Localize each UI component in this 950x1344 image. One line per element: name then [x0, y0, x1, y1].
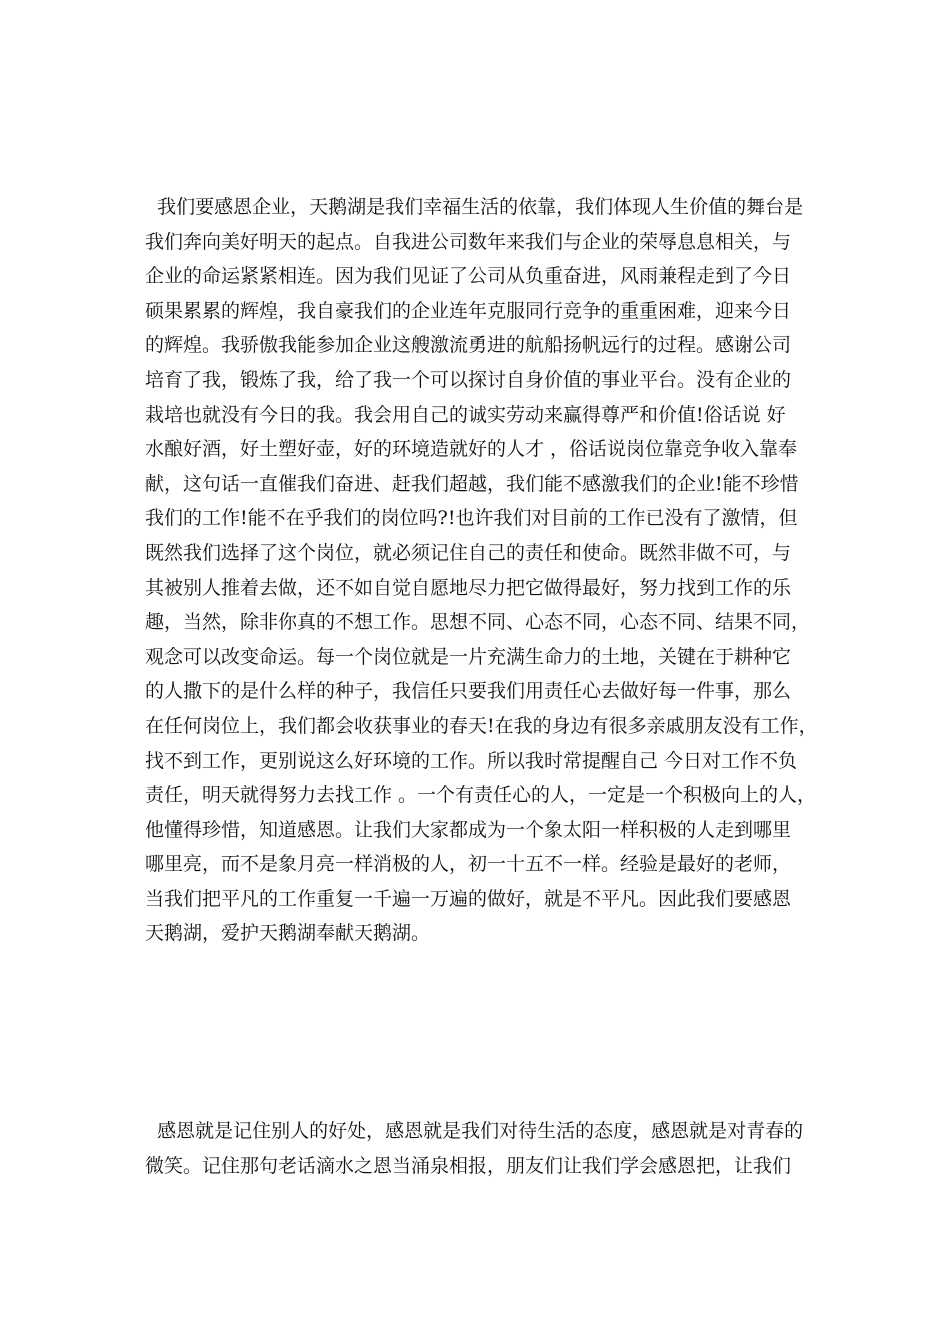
- paragraph-gratitude-company: [145, 190, 825, 951]
- text-line: 我们要感恩企业，天鹅湖是我们幸福生活的依靠，我们体现人生价值的舞台是: [145, 196, 804, 218]
- text-line: 趣，当然，除非你真的不想工作。思想不同、心态不同，心态不同、结果不同，: [145, 611, 811, 634]
- text-line: 培育了我，锻炼了我，给了我一个可以探讨自身价值的事业平台。没有企业的: [145, 368, 792, 391]
- text-line: 既然我们选择了这个岗位，就必须记住自己的责任和使命。既然非做不可，与: [145, 541, 792, 564]
- text-line: 我们奔向美好明天的起点。自我进公司数年来我们与企业的荣辱息息相关，与: [145, 230, 792, 253]
- text-line: 当我们把平凡的工作重复一千遍一万遍的做好，就是不平凡。因此我们要感恩: [145, 887, 792, 910]
- text-line: 献，这句话一直催我们奋进、赶我们超越，我们能不感激我们的企业!能不珍惜: [145, 472, 799, 495]
- text-line: 栽培也就没有今日的我。我会用自己的诚实劳动来赢得尊严和价值!俗话说 好: [145, 403, 786, 426]
- text-line: 硕果累累的辉煌，我自豪我们的企业连年克服同行竞争的重重困难，迎来今日: [145, 299, 792, 322]
- text-line: 他懂得珍惜，知道感恩。让我们大家都成为一个象太阳一样积极的人走到哪里: [145, 818, 792, 841]
- paragraph-gratitude-life: [145, 1114, 825, 1183]
- text-line: 天鹅湖，爱护天鹅湖奉献天鹅湖。: [145, 922, 431, 945]
- text-line: 水酿好酒，好土塑好壶，好的环境造就好的人才 ，俗话说岗位靠竞争收入靠奉: [145, 438, 798, 461]
- text-line: 找不到工作，更别说这么好环境的工作。所以我时常提醒自己 今日对工作不负: [145, 749, 798, 772]
- text-line: 微笑。记住那句老话滴水之恩当涌泉相报，朋友们让我们学会感恩把，让我们: [145, 1154, 792, 1177]
- text-line: 企业的命运紧紧相连。因为我们见证了公司从负重奋进，风雨兼程走到了今日: [145, 265, 792, 288]
- text-line: 的辉煌。我骄傲我能参加企业这艘激流勇进的航船扬帆远行的过程。感谢公司: [145, 334, 792, 357]
- text-line: 我们的工作!能不在乎我们的岗位吗?!也许我们对目前的工作已没有了激情，但: [145, 507, 798, 530]
- text-line: 责任，明天就得努力去找工作 。一个有责任心的人，一定是一个积极向上的人，: [145, 784, 817, 807]
- text-line: 感恩就是记住别人的好处，感恩就是我们对待生活的态度，感恩就是对青春的: [145, 1120, 804, 1142]
- text-line: 的人撒下的是什么样的种子，我信任只要我们用责任心去做好每一件事，那么: [145, 680, 792, 703]
- text-line: 观念可以改变命运。每一个岗位就是一片充满生命力的土地，关键在于耕种它: [145, 645, 792, 668]
- text-line: 哪里亮，而不是象月亮一样消极的人，初一十五不一样。经验是最好的老师，: [145, 853, 792, 876]
- text-line: 在任何岗位上，我们都会收获事业的春天!在我的身边有很多亲戚朋友没有工作，: [145, 714, 818, 737]
- text-line: 其被别人推着去做，还不如自觉自愿地尽力把它做得最好，努力找到工作的乐: [145, 576, 792, 599]
